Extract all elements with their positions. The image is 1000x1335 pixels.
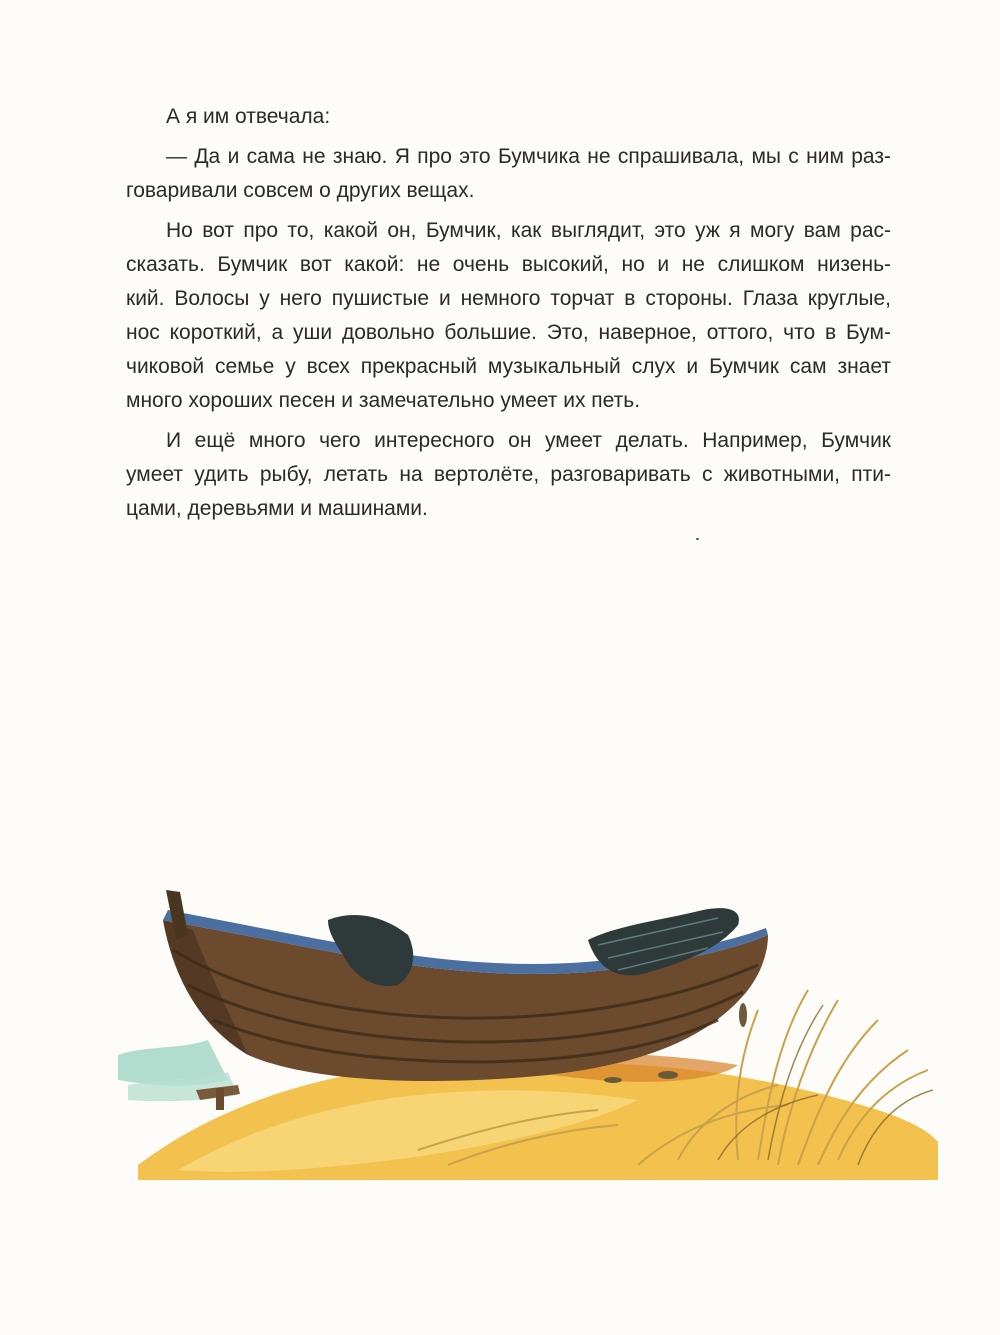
- wooden-post: [216, 1088, 224, 1110]
- boat-illustration: [118, 880, 938, 1180]
- text-line: И ещё много чего интересного он умеет делать. Например, Бумчик: [166, 429, 891, 452]
- text-line: умеет удить рыбу, летать на вертолёте, разговаривать с животными, пти-: [126, 463, 891, 486]
- paragraph-3: [126, 214, 891, 418]
- text-line: говаривали совсем о других вещах.: [126, 179, 475, 202]
- print-speck: [696, 538, 699, 540]
- text-line: много хороших песен и замечательно умеет их петь.: [126, 389, 641, 412]
- text-line: цами, деревьями и машинами.: [126, 497, 428, 520]
- story-text: [126, 100, 891, 532]
- text-line: — Да и сама не знаю. Я про это Бумчика не спрашивала, мы с ним раз-: [166, 145, 891, 168]
- paragraph-1: [126, 100, 891, 134]
- text-line: сказать. Бумчик вот какой: не очень высокий, но и не слишком низень-: [126, 253, 891, 276]
- text-line: Но вот про то, какой он, Бумчик, как выглядит, это уж я могу вам рас-: [166, 219, 891, 242]
- text-line: нос короткий, а уши довольно большие. Это, наверное, оттого, что в Бум-: [126, 321, 891, 344]
- paragraph-2: [126, 140, 891, 208]
- paragraph-4: [126, 424, 891, 526]
- text-line: чиковой семье у всех прекрасный музыкальный слух и Бумчик сам знает: [126, 355, 891, 378]
- text-line: кий. Волосы у него пушистые и немного торчат в стороны. Глаза круглые,: [126, 287, 891, 310]
- text-line: А я им отвечала:: [166, 105, 331, 128]
